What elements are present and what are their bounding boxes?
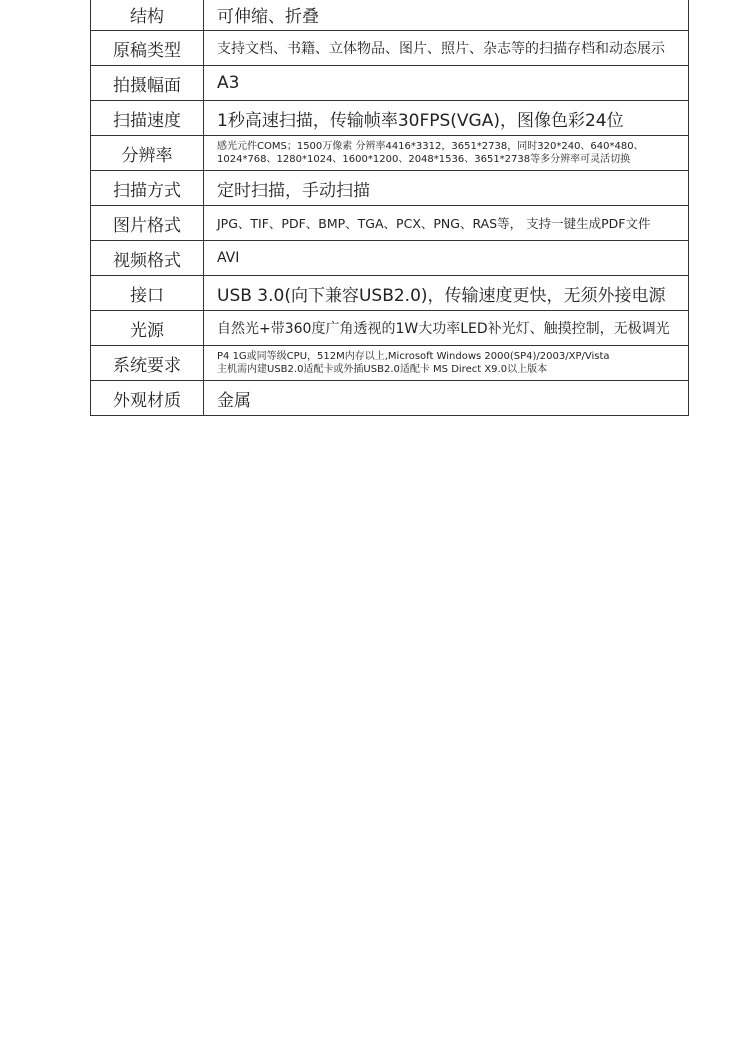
spec-row-system-requirements: [91, 346, 689, 381]
spec-value-line: 主机需内建USB2.0适配卡或外插USB2.0适配卡 MS Direct X9.0以上版本: [217, 364, 548, 375]
spec-label: 扫描方式: [91, 171, 204, 206]
spec-value: 可伸缩、折叠: [204, 0, 689, 31]
spec-value: JPG、TIF、PDF、BMP、TGA、PCX、PNG、RAS等， 支持一键生成PDF文件: [204, 206, 689, 241]
spec-value: A3: [204, 66, 689, 101]
spec-label: 拍摄幅面: [91, 66, 204, 101]
spec-label: 外观材质: [91, 381, 204, 416]
spec-row-document-type: [91, 31, 689, 66]
spec-label: 接口: [91, 276, 204, 311]
spec-row-scan-speed: [91, 101, 689, 136]
spec-value: AVI: [204, 241, 689, 276]
spec-label: 图片格式: [91, 206, 204, 241]
spec-row-structure: [91, 0, 689, 31]
spec-value: USB 3.0(向下兼容USB2.0)，传输速度更快，无须外接电源: [204, 276, 689, 311]
spec-label: 系统要求: [91, 346, 204, 381]
spec-value: [204, 346, 689, 381]
spec-value: [204, 136, 689, 171]
spec-label: 分辨率: [91, 136, 204, 171]
spec-row-light-source: [91, 311, 689, 346]
spec-value: 支持文档、书籍、立体物品、图片、照片、杂志等的扫描存档和动态展示: [204, 31, 689, 66]
spec-row-interface: [91, 276, 689, 311]
spec-value-line: 1024*768、1280*1024、1600*1200、2048*1536、3651*2738等多分辨率可灵活切换: [217, 154, 631, 165]
spec-table: [90, 0, 689, 416]
spec-value: 定时扫描，手动扫描: [204, 171, 689, 206]
spec-row-scan-size: [91, 66, 689, 101]
spec-row-scan-mode: [91, 171, 689, 206]
spec-value: 自然光+带360度广角透视的1W大功率LED补光灯、触摸控制，无极调光: [204, 311, 689, 346]
spec-label: 原稿类型: [91, 31, 204, 66]
spec-label: 扫描速度: [91, 101, 204, 136]
spec-value: 1秒高速扫描，传输帧率30FPS(VGA)，图像色彩24位: [204, 101, 689, 136]
spec-value-line: P4 1G或同等级CPU，512M内存以上,Microsoft Windows 2000(SP4)/2003/XP/Vista: [217, 351, 610, 362]
spec-row-resolution: [91, 136, 689, 171]
spec-label: 视频格式: [91, 241, 204, 276]
spec-label: 光源: [91, 311, 204, 346]
spec-label: 结构: [91, 0, 204, 31]
spec-row-material: [91, 381, 689, 416]
spec-row-image-format: [91, 206, 689, 241]
spec-value-line: 感光元件COMS；1500万像素 分辨率4416*3312，3651*2738，同时320*240、640*480、: [217, 141, 644, 152]
spec-row-video-format: [91, 241, 689, 276]
spec-value: 金属: [204, 381, 689, 416]
